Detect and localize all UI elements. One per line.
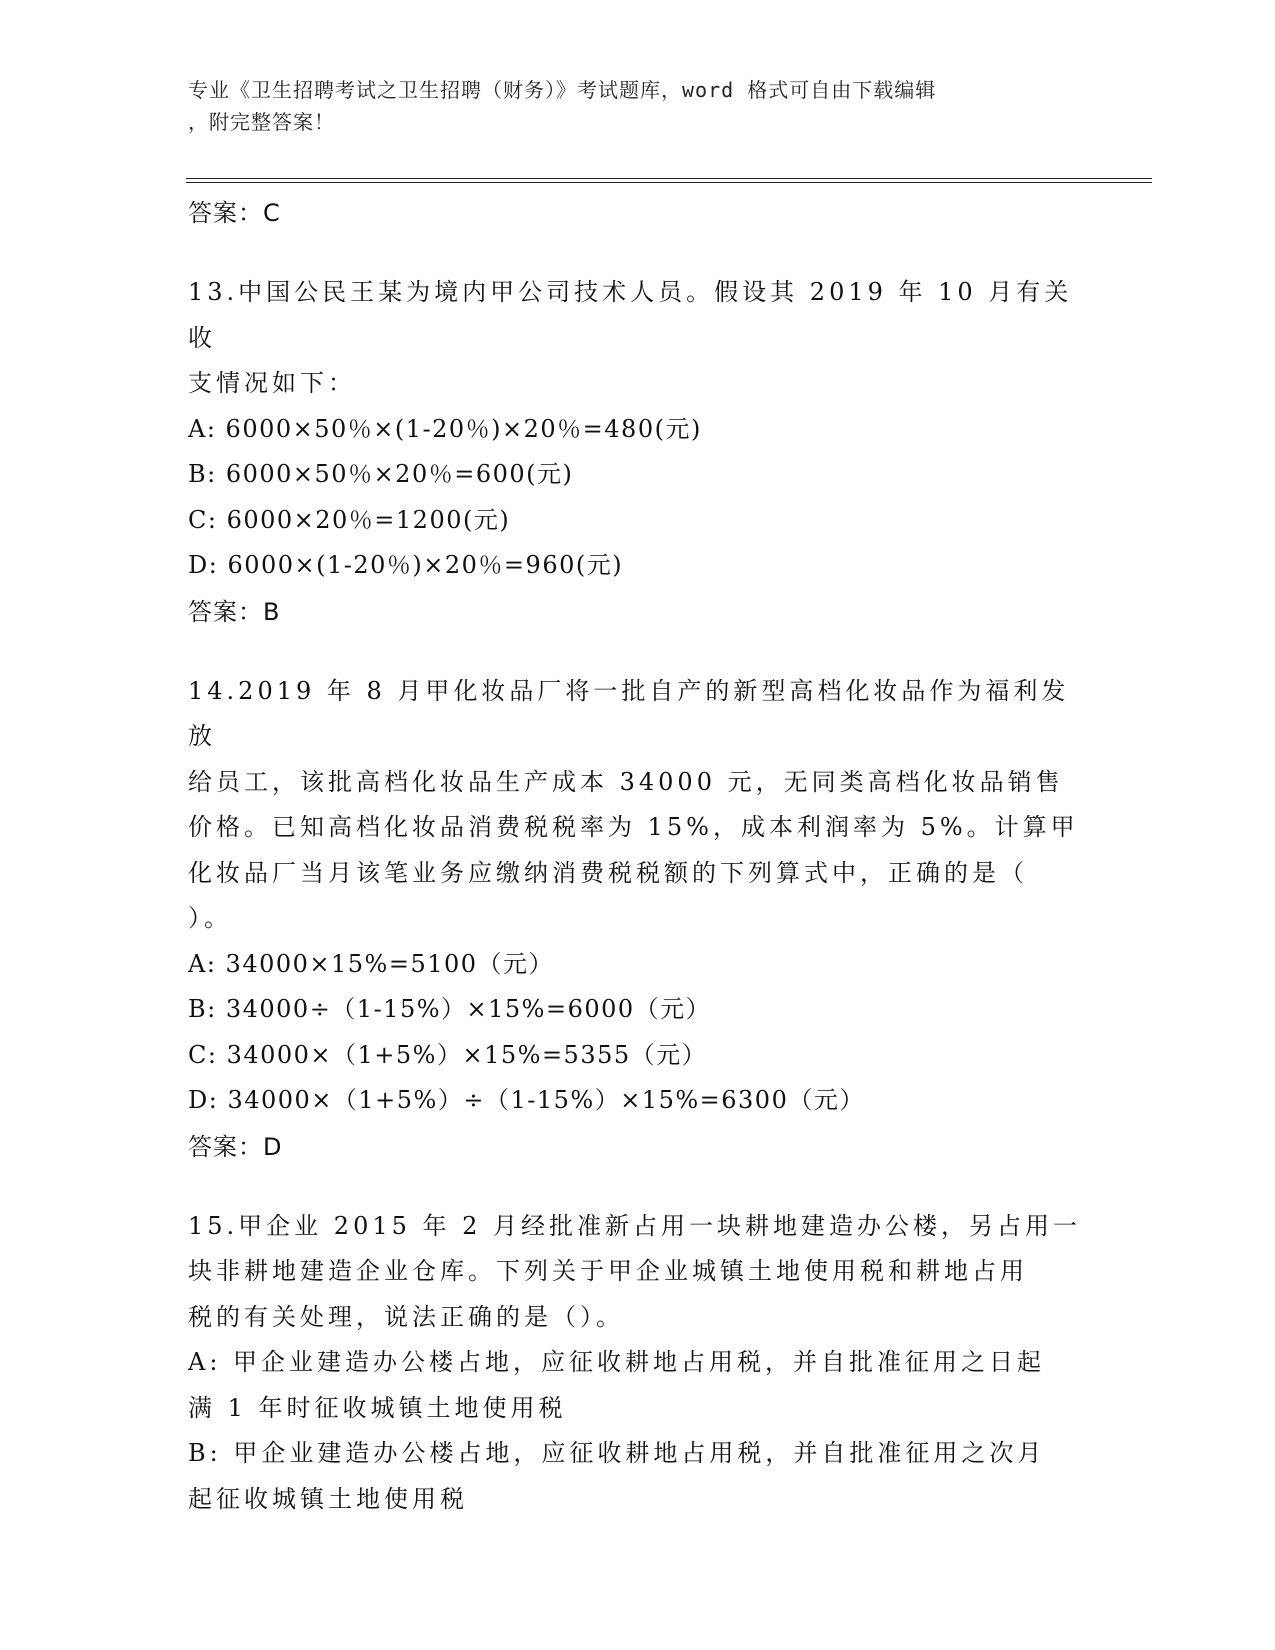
question-text-line: 14.2019 年 8 月甲化妆品厂将一批自产的新型高档化妆品作为福利发放: [188, 676, 1070, 750]
question-text-line: 化妆品厂当月该笔业务应缴纳消费税税额的下列算式中，正确的是（: [188, 858, 1028, 887]
document-body: [188, 190, 1088, 1522]
question-text-line: 税的有关处理，说法正确的是（）。: [188, 1302, 624, 1331]
answer: 答案：D: [188, 1132, 283, 1161]
option-b-line: B: 甲企业建造办公楼占地，应征收耕地占用税，并自批准征用之次月: [188, 1439, 1046, 1467]
option-d: D: 6000×(1-20％)×20％=960(元): [188, 551, 624, 579]
question-text-line: ）。: [188, 904, 232, 932]
header-divider: [186, 178, 1152, 179]
option-a-line: 满 1 年时征收城镇土地使用税: [188, 1393, 567, 1422]
question-13: [188, 270, 1088, 635]
option-d: D: 34000×（1+5%）÷（1-15%）×15%=6300（元）: [188, 1086, 865, 1114]
option-c: C: 6000×20％=1200(元): [188, 505, 511, 534]
option-c: C: 34000×（1+5%）×15%=5355（元）: [188, 1040, 708, 1069]
question-text-line: 支情况如下：: [188, 369, 356, 397]
question-text-line: 价格。已知高档化妆品消费税税率为 15%，成本利润率为 5%。计算甲: [188, 813, 1079, 841]
header-line-2: ，附完整答案！: [188, 110, 335, 134]
option-b: B: 34000÷（1-15%）×15%=6000（元）: [188, 995, 712, 1023]
question-text-line: 15.甲企业 2015 年 2 月经批准新占用一块耕地建造办公楼，另占用一: [188, 1211, 1082, 1240]
question-14: [188, 669, 1088, 1170]
page-header: [188, 74, 1068, 138]
previous-answer: 答案：C: [188, 199, 281, 227]
option-a: A: 34000×15%=5100（元）: [188, 949, 555, 978]
option-a-line: A: 甲企业建造办公楼占地，应征收耕地占用税，并自批准征用之日起: [188, 1348, 1046, 1376]
question-text-line: 13.中国公民王某为境内甲公司技术人员。假设其 2019 年 10 月有关收: [188, 278, 1073, 352]
header-line-1: 专业《卫生招聘考试之卫生招聘（财务）》考试题库，word 格式可自由下载编辑: [188, 78, 937, 102]
option-b: B: 6000×50％×20％=600(元): [188, 460, 574, 488]
question-text-line: 块非耕地建造企业仓库。下列关于甲企业城镇土地使用税和耕地占用: [188, 1257, 1028, 1285]
option-a: A: 6000×50％×(1-20％)×20％=480(元): [188, 414, 702, 443]
answer: 答案：B: [188, 597, 281, 626]
option-b-line: 起征收城镇土地使用税: [188, 1484, 468, 1513]
question-15: [188, 1204, 1088, 1523]
question-text-line: 给员工，该批高档化妆品生产成本 34000 元，无同类高档化妆品销售: [188, 767, 1064, 796]
header-divider: [186, 182, 1152, 183]
